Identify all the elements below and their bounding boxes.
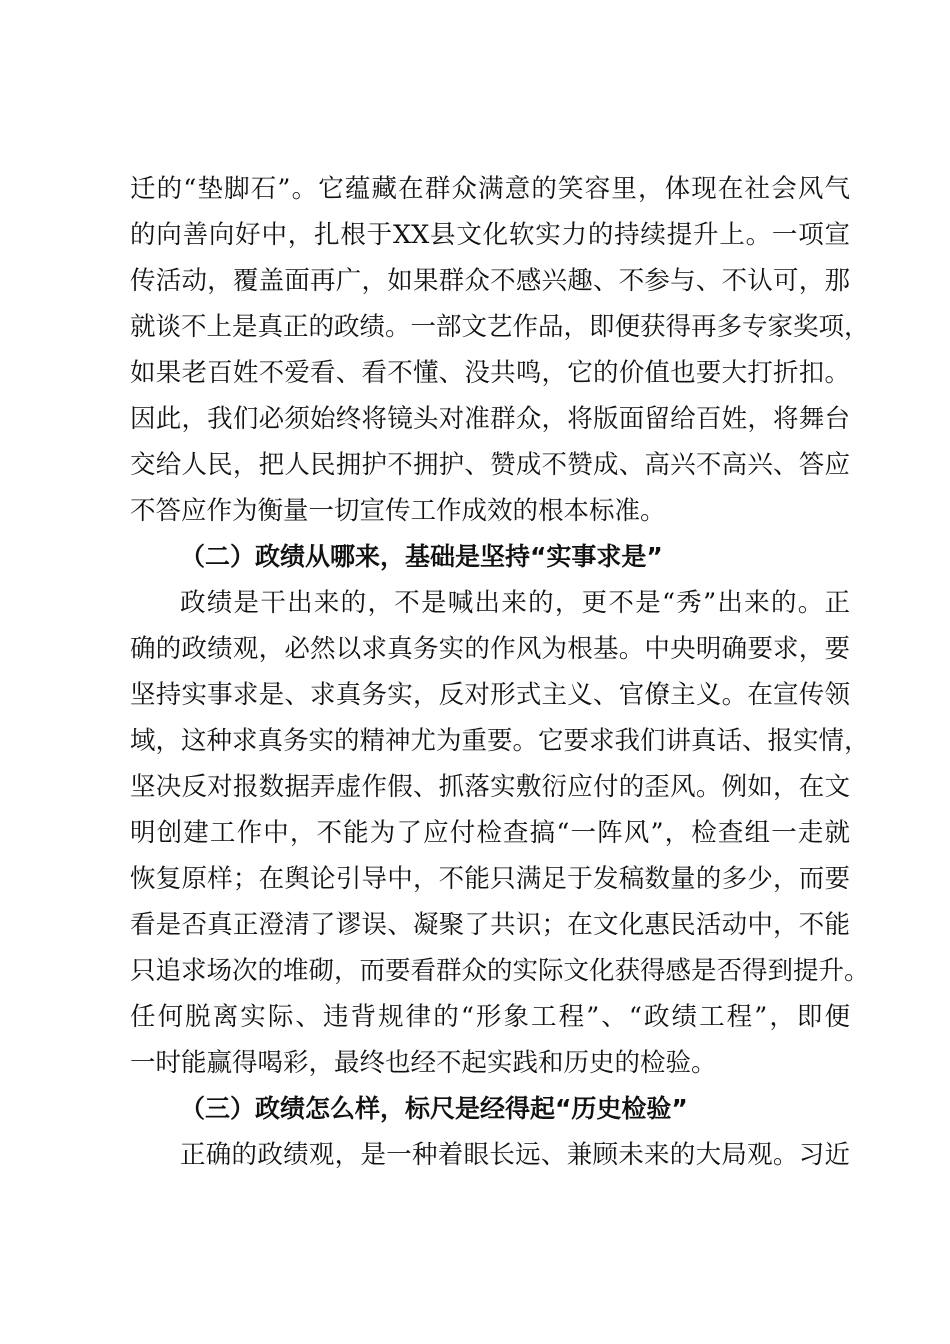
para2-line-3: 坚持实事求是、求真务实，反对形式主义、官僚主义。在宣传领	[130, 680, 850, 710]
para1-line-6: 因此，我们必须始终将镜头对准群众，将版面留给百姓，将舞台	[130, 404, 850, 434]
para2-line-5: 坚决反对报数据弄虚作假、抓落实敷衍应付的歪风。例如，在文	[130, 772, 850, 802]
para2-line-7: 恢复原样；在舆论引导中，不能只满足于发稿数量的多少，而要	[130, 864, 850, 894]
para1-line-4: 就谈不上是真正的政绩。一部文艺作品，即便获得再多专家奖项，	[130, 312, 870, 342]
section-heading-3: （三）政绩怎么样，标尺是经得起“历史检验”	[180, 1094, 688, 1123]
para1-line-8: 不答应作为衡量一切宣传工作成效的根本标准。	[130, 496, 666, 526]
para3-line-1: 正确的政绩观，是一种着眼长远、兼顾未来的大局观。习近	[180, 1140, 850, 1170]
para2-line-1: 政绩是干出来的，不是喊出来的，更不是“秀”出来的。正	[180, 588, 850, 618]
para2-line-11: 一时能赢得喝彩，最终也经不起实践和历史的检验。	[130, 1048, 717, 1078]
para2-line-4: 域，这种求真务实的精神尤为重要。它要求我们讲真话、报实情，	[130, 726, 870, 756]
para1-line-1: 迁的“垫脚石”。它蕴藏在群众满意的笑容里，体现在社会风气	[130, 174, 850, 204]
para1-line-2: 的向善向好中，扎根于XX县文化软实力的持续提升上。一项宣	[130, 220, 850, 250]
para2-line-6: 明创建工作中，不能为了应付检查搞“一阵风”，检查组一走就	[130, 818, 850, 848]
para2-line-9: 只追求场次的堆砌，而要看群众的实际文化获得感是否得到提升。	[130, 956, 870, 986]
section-heading-2: （二）政绩从哪来，基础是坚持“实事求是”	[180, 542, 663, 571]
para2-line-10: 任何脱离实际、违背规律的“形象工程”、“政绩工程”，即便	[130, 1002, 850, 1032]
para1-line-3: 传活动，覆盖面再广，如果群众不感兴趣、不参与、不认可，那	[130, 266, 850, 296]
para2-line-8: 看是否真正澄清了谬误、凝聚了共识；在文化惠民活动中，不能	[130, 910, 850, 940]
para1-line-5: 如果老百姓不爱看、看不懂、没共鸣，它的价值也要大打折扣。	[130, 358, 850, 388]
para2-line-2: 确的政绩观，必然以求真务实的作风为根基。中央明确要求，要	[130, 634, 850, 664]
para1-line-7: 交给人民，把人民拥护不拥护、赞成不赞成、高兴不高兴、答应	[130, 450, 850, 480]
